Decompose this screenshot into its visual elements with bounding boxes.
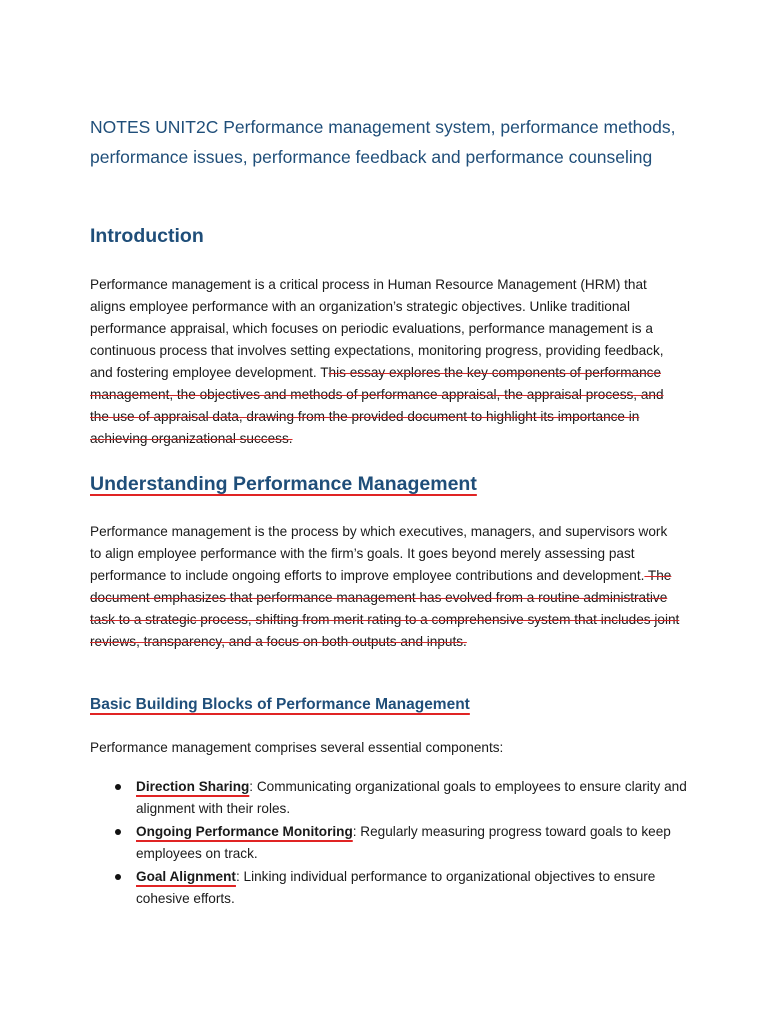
list-item-desc: : Regularly measuring progress toward goals to keep employees on track.: [136, 824, 671, 861]
list-item: [90, 866, 690, 910]
building-blocks-list: [90, 776, 690, 911]
introduction-paragraph: [90, 274, 682, 450]
intro-text: Performance management is a critical process in Human Resource Management (HRM) that aligns employee performance with an organization’s strategic objectives. Unlike traditional performance appraisal, which focuses on periodic evaluations, performance management is a continuous process that involves setting expectations, monitoring progress, providing feedback, and fostering employee development. T: [90, 277, 664, 380]
understanding-text: Performance management is the process by which executives, managers, and supervisors work to align employee performance with the firm’s goals. It goes beyond merely assessing past performance to include ongoing efforts to improve employee contributions and development.: [90, 524, 668, 583]
bullet-icon: [115, 874, 121, 880]
heading-introduction: Introduction: [90, 225, 204, 247]
components-intro: Performance management comprises several essential components:: [90, 740, 504, 755]
bullet-icon: [115, 784, 121, 790]
bullet-icon: [115, 829, 121, 835]
list-item: [90, 776, 690, 820]
list-item-term: Ongoing Performance Monitoring: [136, 824, 353, 839]
list-item-desc: : Linking individual performance to organizational objectives to ensure cohesive efforts.: [136, 869, 656, 906]
intro-struck-text: his essay explores the key components of performance management, the objectives and methods of performance appraisal, the appraisal process, and the use of appraisal data, drawing from the provided document to highlight its importance in achieving organizational success.: [90, 365, 664, 446]
document-title: NOTES UNIT2C Performance management system, performance methods, performance issues, performance feedback and performance counseling: [90, 117, 676, 167]
understanding-struck-text: The document emphasizes that performance management has evolved from a routine administrative task to a strategic process, shifting from merit rating to a comprehensive system that includes joint reviews, transparency, and a focus on both outputs and inputs.: [90, 568, 680, 649]
list-item: [90, 821, 690, 865]
heading-understanding-performance-management: Understanding Performance Management: [90, 473, 477, 495]
list-item-term: Direction Sharing: [136, 779, 250, 794]
heading-basic-building-blocks: Basic Building Blocks of Performance Management: [90, 696, 470, 713]
understanding-paragraph: [90, 521, 682, 653]
list-item-desc: : Communicating organizational goals to employees to ensure clarity and alignment with their roles.: [136, 779, 687, 816]
list-item-term: Goal Alignment: [136, 869, 236, 884]
